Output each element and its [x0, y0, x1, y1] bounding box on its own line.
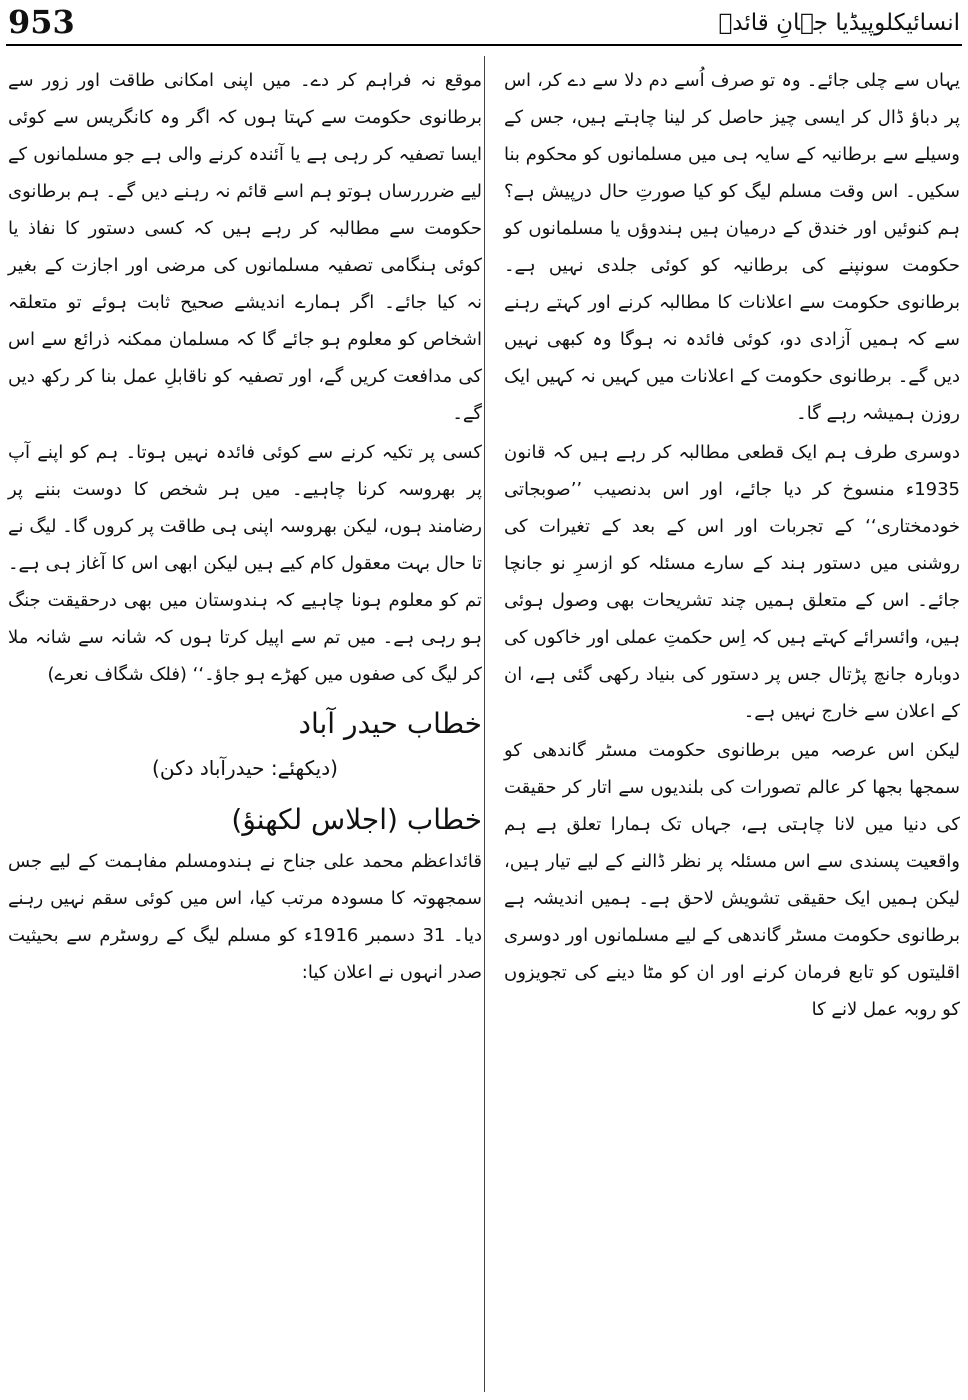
paragraph: موقع نہ فراہم کر دے۔ میں اپنی امکانی طاقت اور زور سے برطانوی حکومت سے کہتا ہوں کہ اگر وہ کانگریس سے کوئی ایسا تصفیہ کر رہی ہے یا آئندہ کرنے والی ہے جو مسلمانوں کے لیے ضرررساں ہوتو ہم اسے قائم نہ رہنے دیں گے۔ ہم برطانوی حکومت سے مطالبہ کر رہے ہیں کہ کسی دستور کا نفاذ یا کوئی ہنگامی تصفیہ مسلمانوں کی مرضی اور اجازت کے بغیر نہ کیا جائے۔ اگر ہمارے اندیشے صحیح ثابت ہوئے تو متعلقہ اشخاص کو معلوم ہو جائے گا کہ مسلمان ممکنہ ذرائع سے اس کی مدافعت کریں گے، اور تصفیہ کو ناقابلِ عمل بنا کر رکھ دیں گے۔ [8, 70, 482, 424]
right-column [504, 62, 960, 1028]
section-heading: خطاب حیدر آباد [298, 707, 482, 740]
paragraph: قائداعظم محمد علی جناح نے ہندومسلم مفاہمت کے لیے جس سمجھوتہ کا مسودہ مرتب کیا، اس میں کوئی سقم نہیں رہنے دیا۔ 31 دسمبر 1916ء کو مسلم لیگ کے روسٹرم سے بحیثیت صدر انہوں نے اعلان کیا: [8, 851, 483, 983]
paragraph: یہاں سے چلی جائے۔ وہ تو صرف اُسے دم دلا سے دے کر، اس پر دباؤ ڈال کر ایسی چیز حاصل کر لینا چاہتے ہیں، جس کے وسیلے سے برطانیہ کے سایہ ہی میں مسلمانوں کو محکوم بنا سکیں۔ اس وقت مسلم لیگ کو کیا صورتِ حال درپیش ہے؟ ہم کنوئیں اور خندق کے درمیان ہیں ہندوؤں یا مسلمانوں کو حکومت سونپنے کی برطانیہ کو کوئی جلدی نہیں ہے۔ برطانوی حکومت سے اعلانات کا مطالبہ کرنے اور کہتے رہنے سے کہ ہمیں آزادی دو، کوئی فائدہ نہ ہوگا وہ کبھی نہیں دیں گے۔ برطانوی حکومت کے اعلانات میں کہیں نہ کہیں ایک روزن ہمیشہ رہے گا۔ [504, 70, 960, 424]
running-title: انسائیکلوپیڈیا جہانِ قائدؒ [718, 10, 960, 36]
paragraph: دوسری طرف ہم ایک قطعی مطالبہ کر رہے ہیں کہ قانون 1935ء منسوخ کر دیا جائے، اور اس بدنصیب ’’صوبجاتی خودمختاری‘‘ کے تجربات اور اس کے بعد کے تغیرات کی روشنی میں دستور ہند کے سارے مسئلہ کو ازسرِ نو جانچا جائے۔ اس کے متعلق ہمیں چند تشریحات بھی وصول ہوئی ہیں، وائسرائے کہتے ہیں کہ اِس حکمتِ عملی اور خاکوں کی دوبارہ جانچ پڑتال جس پر دستور کی بنیاد رکھی گئی ہے، ان کے اعلان سے خارج نہیں ہے۔ [504, 442, 960, 722]
paragraph: کسی پر تکیہ کرنے سے کوئی فائدہ نہیں ہوتا۔ ہم کو اپنے آپ پر بھروسہ کرنا چاہیے۔ میں ہر شخص کا دوست بننے پر رضامند ہوں، لیکن بھروسہ اپنی ہی طاقت پر کروں گا۔ لیگ نے تا حال بہت معقول کام کیے ہیں لیکن ابھی اس کا آغاز ہی ہے۔ تم کو معلوم ہونا چاہیے کہ ہندوستان میں بھی درحقیقت جنگ ہو رہی ہے۔ میں تم سے اپیل کرتا ہوں کہ شانہ سے شانہ ملا کر لیگ کی صفوں میں کھڑے ہو جاؤ۔‘‘ (فلک شگاف نعرے) [8, 442, 482, 685]
header-rule [6, 44, 962, 46]
column-divider [484, 56, 485, 1392]
paragraph: لیکن اس عرصہ میں برطانوی حکومت مسٹر گاندھی کو سمجھا بجھا کر عالم تصورات کی بلندیوں سے اتار کر حقیقت کی دنیا میں لانا چاہتی ہے، جہاں تک ہمارا تعلق ہے ہم واقعیت پسندی سے اس مسئلہ پر نظر ڈالنے کے لیے تیار ہیں، لیکن ہمیں ایک حقیقی تشویش لاحق ہے۔ ہمیں اندیشہ ہے برطانوی حکومت مسٹر گاندھی کے لیے مسلمانوں اور دوسری اقلیتوں کو تابع فرمان کرنے اور ان کو مٹا دینے کی تجویزوں کو روبہ عمل لانے کا [504, 740, 960, 1020]
section-heading: خطاب (اجلاس لکھنؤ) [231, 803, 482, 836]
left-column [8, 62, 482, 991]
cross-reference-note: (دیکھئے: حیدرآباد دکن) [152, 756, 338, 780]
page-header [0, 0, 968, 48]
page-number: 953 [8, 3, 75, 41]
